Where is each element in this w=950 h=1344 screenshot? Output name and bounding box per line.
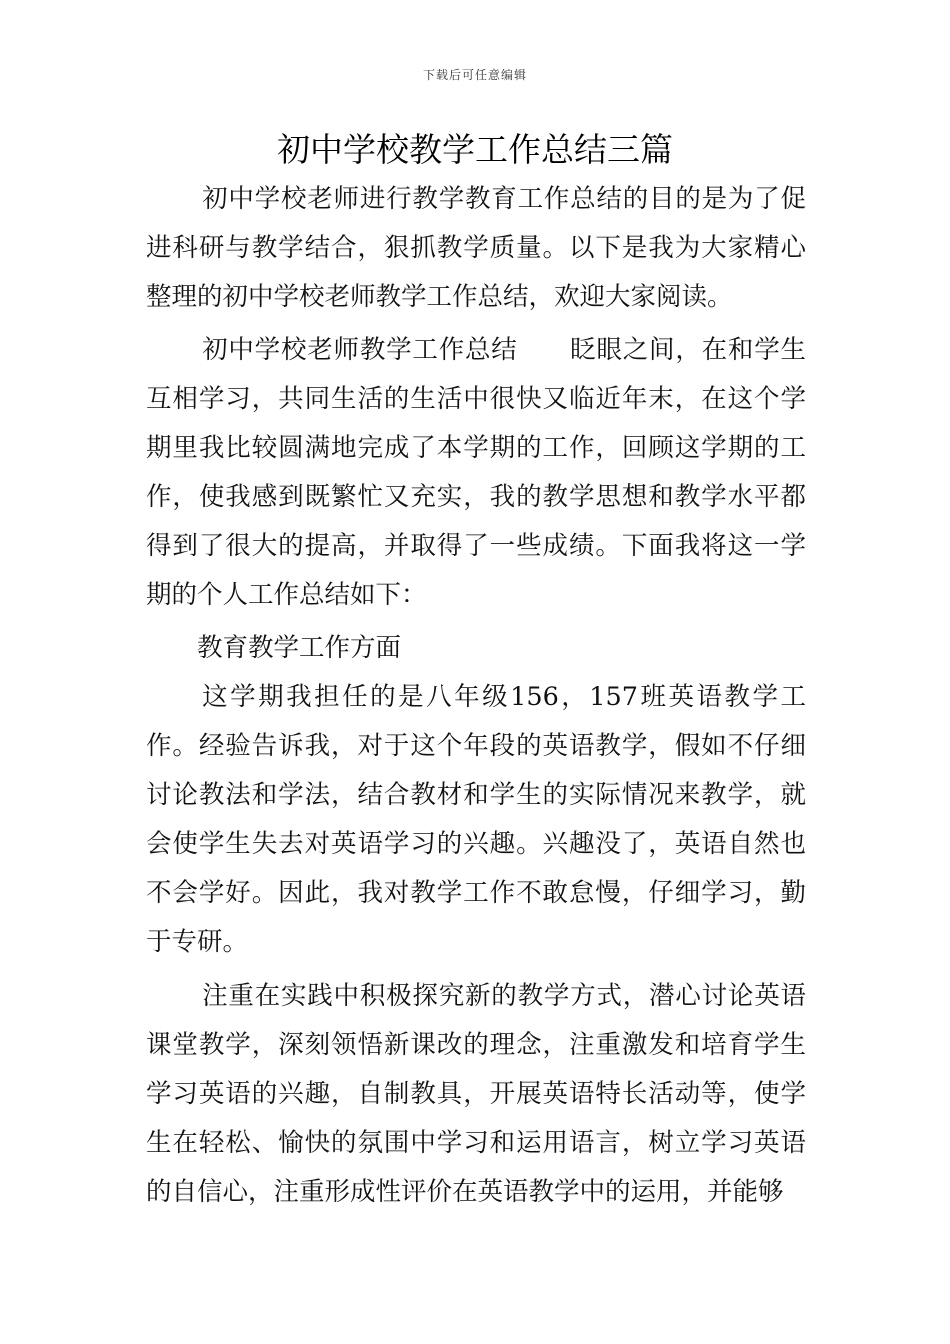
intro-paragraph: 初中学校老师进行教学教育工作总结的目的是为了促进科研与教学结合，狠抓教学质量。以下是我为大家精心整理的初中学校老师教学工作总结，欢迎大家阅读。	[146, 184, 806, 312]
section-heading: 教育教学工作方面	[197, 633, 402, 663]
method-paragraph: 注重在实践中积极探究新的教学方式，潜心讨论英语课堂教学，深刻领悟新课改的理念，注重激发和培育学生学习英语的兴趣，自制教具，开展英语特长活动等，使学生在轻松、愉快的氛围中学习和运用语言，树立学习英语的自信心，注重形成性评价在英语教学中的运用，并能够	[146, 981, 806, 1207]
header-note: 下载后可任意编辑	[422, 68, 527, 82]
summary-paragraph: 初中学校老师教学工作总结 眨眼之间，在和学生互相学习，共同生活的生活中很快又临近年末，在这个学期里我比较圆满地完成了本学期的工作，回顾这学期的工作，使我感到既繁忙又充实，我的教学思想和教学水平都得到了很大的提高，并取得了一些成绩。下面我将这一学期的个人工作总结如下：	[146, 335, 806, 610]
document-title: 初中学校教学工作总结三篇	[277, 130, 673, 169]
teaching-paragraph: 这学期我担任的是八年级156，157班英语教学工作。经验告诉我，对于这个年段的英语教学，假如不仔细讨论教法和学法，结合教材和学生的实际情况来教学，就会使学生失去对英语学习的兴趣。兴趣没了，英语自然也不会学好。因此，我对教学工作不敢怠慢，仔细学习，勤于专研。	[146, 682, 806, 957]
document-body	[146, 175, 806, 1217]
